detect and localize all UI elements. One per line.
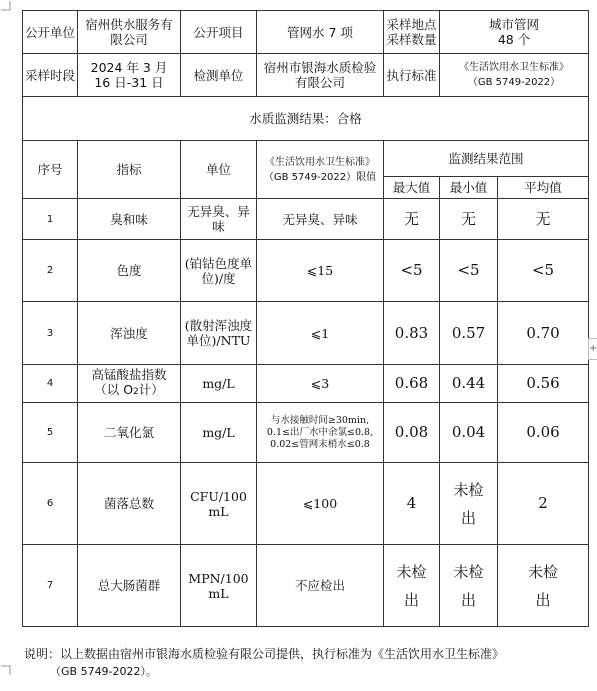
row-max: <5	[384, 240, 440, 302]
header-row-1	[23, 11, 589, 54]
row-avg	[498, 545, 589, 627]
footnote-line2: （GB 5749-2022）。	[50, 665, 158, 678]
row-item: 色度	[78, 240, 181, 302]
row-item-suffix: 计）	[138, 382, 164, 397]
row-limit-line2: 0.1≤出厂水中余氯≤0.8,	[266, 426, 374, 438]
water-quality-sheet	[22, 10, 588, 678]
result-banner-row	[23, 97, 589, 141]
site-label: 采样地点采样数量	[384, 11, 440, 54]
row-max: 0.68	[384, 365, 440, 403]
row-item: 二氧化氯	[78, 403, 181, 463]
row-avg: 无	[498, 199, 589, 240]
row-limit: ⩽1	[257, 302, 384, 365]
row-min: <5	[440, 240, 498, 302]
row-limit	[257, 403, 384, 463]
row-item: 菌落总数	[78, 463, 181, 545]
standard-label: 执行标准	[384, 54, 440, 97]
corner-mark-icon	[0, 0, 16, 16]
unit-value: 宿州供水服务有限公司	[78, 11, 181, 54]
site-value	[440, 11, 589, 54]
row-min-line2: 出	[461, 590, 477, 609]
period-value-line2: 16 日-31 日	[94, 75, 164, 90]
row-no: 5	[23, 403, 78, 463]
col-max: 最大值	[384, 177, 440, 199]
row-min	[440, 545, 498, 627]
row-unit: (散射浑浊度单位)/NTU	[181, 302, 257, 365]
row-min-line1: 未检	[453, 562, 484, 581]
row-limit: ⩽15	[257, 240, 384, 302]
column-header-row-1	[23, 141, 589, 177]
row-item-line2	[80, 382, 178, 400]
row-min-line1: 未检	[453, 480, 484, 499]
table-row	[23, 545, 589, 627]
col-item: 指标	[78, 141, 181, 199]
row-item: 浑浊度	[78, 302, 181, 365]
unit-label: 公开单位	[23, 11, 78, 54]
site-value-line1: 城市管网	[489, 17, 540, 32]
row-avg-line2: 出	[535, 590, 551, 609]
col-no: 序号	[23, 141, 78, 199]
row-item-prefix: （以 O	[94, 382, 134, 397]
table-row	[23, 302, 589, 365]
row-avg: <5	[498, 240, 589, 302]
col-range: 监测结果范围	[384, 141, 589, 177]
table-row	[23, 199, 589, 240]
row-unit: mg/L	[181, 403, 257, 463]
row-limit-line3: 0.02≤管网末梢水≤0.8	[270, 438, 370, 450]
row-unit: 无异臭、异味	[181, 199, 257, 240]
row-no: 4	[23, 365, 78, 403]
row-max: 无	[384, 199, 440, 240]
row-avg: 0.06	[498, 403, 589, 463]
water-quality-table	[22, 10, 589, 627]
col-limit-line2: （GB 5749-2022）限值	[263, 171, 377, 183]
lab-label: 检测单位	[181, 54, 257, 97]
corner-mark-icon	[0, 660, 16, 676]
row-max-line2: 出	[404, 590, 420, 609]
col-avg: 平均值	[498, 177, 589, 199]
row-no: 1	[23, 199, 78, 240]
standard-value	[440, 54, 589, 97]
row-avg-line1: 未检	[528, 562, 559, 581]
row-item: 臭和味	[78, 199, 181, 240]
row-unit-line1: CFU/100	[190, 488, 247, 504]
row-min: 无	[440, 199, 498, 240]
row-max: 4	[384, 463, 440, 545]
row-max: 0.08	[384, 403, 440, 463]
row-min: 0.44	[440, 365, 498, 403]
footnote-line1: 说明：以上数据由宿州市银海水质检验有限公司提供，执行标准为《生活饮用水卫生标准》	[24, 647, 505, 661]
standard-value-line2: （GB 5749-2022）	[467, 77, 561, 88]
col-unit: 单位	[181, 141, 257, 199]
row-limit: 无异臭、异味	[257, 199, 384, 240]
footnote	[24, 646, 590, 680]
row-avg: 2	[498, 463, 589, 545]
row-limit: ⩽100	[257, 463, 384, 545]
col-limit-line1: 《生活饮用水卫生标准》	[265, 156, 375, 168]
row-item: 总大肠菌群	[78, 545, 181, 627]
col-limit	[257, 141, 384, 199]
row-avg: 0.56	[498, 365, 589, 403]
table-row	[23, 463, 589, 545]
result-banner: 水质监测结果：合格	[23, 97, 589, 141]
row-unit	[181, 545, 257, 627]
period-label: 采样时段	[23, 54, 78, 97]
row-no: 6	[23, 463, 78, 545]
row-max	[384, 545, 440, 627]
project-value: 管网水 7 项	[257, 11, 384, 54]
site-value-line2: 48 个	[497, 32, 531, 47]
row-min-line2: 出	[461, 508, 477, 527]
row-no: 2	[23, 240, 78, 302]
row-item	[78, 365, 181, 403]
row-min: 0.04	[440, 403, 498, 463]
row-limit-line1: 与水接触时间≥30min,	[270, 414, 370, 426]
lab-value: 宿州市银海水质检验有限公司	[257, 54, 384, 97]
row-item-line1: 高锰酸盐指数	[91, 367, 167, 382]
row-limit: 不应检出	[257, 545, 384, 627]
row-limit: ⩽3	[257, 365, 384, 403]
row-unit-line1: MPN/100	[188, 570, 249, 586]
row-avg: 0.70	[498, 302, 589, 365]
row-min	[440, 463, 498, 545]
project-label: 公开项目	[181, 11, 257, 54]
row-item-subscript: 2	[133, 387, 139, 397]
row-unit-line2: mL	[208, 503, 229, 519]
row-unit: (铂钴色度单位)/度	[181, 240, 257, 302]
side-expand-icon[interactable]: +	[588, 338, 597, 360]
standard-value-line1: 《生活饮用水卫生标准》	[459, 62, 570, 73]
row-unit: mg/L	[181, 365, 257, 403]
table-row	[23, 403, 589, 463]
row-unit	[181, 463, 257, 545]
row-max-line1: 未检	[396, 562, 427, 581]
table-row	[23, 240, 589, 302]
row-no: 7	[23, 545, 78, 627]
row-unit-line2: mL	[208, 585, 229, 601]
period-value	[78, 54, 181, 97]
period-value-line1: 2024 年 3 月	[90, 60, 168, 75]
header-row-2	[23, 54, 589, 97]
col-min: 最小值	[440, 177, 498, 199]
row-max: 0.83	[384, 302, 440, 365]
row-no: 3	[23, 302, 78, 365]
table-row	[23, 365, 589, 403]
row-min: 0.57	[440, 302, 498, 365]
